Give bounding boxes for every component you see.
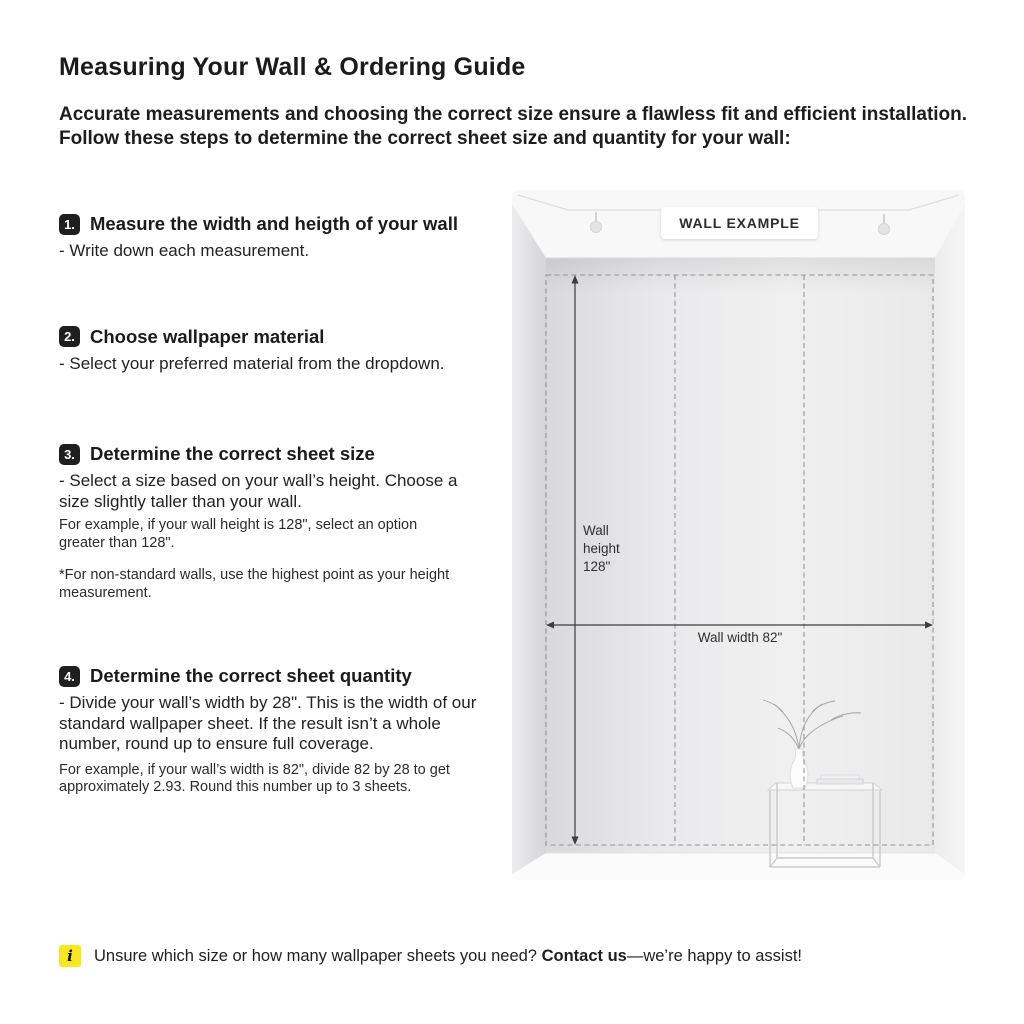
intro-text: Accurate measurements and choosing the correct size ensure a flawless fit and efficient installation. Follow these steps to determine the correct sheet size and quantity for your wall: <box>59 104 968 149</box>
wall-example-badge: WALL EXAMPLE <box>661 207 818 239</box>
wall-width-label: Wall width 82" <box>697 630 783 645</box>
footer-text-before: Unsure which size or how many wallpaper sheets you need? <box>94 947 542 965</box>
step-1-body: - Write down each measurement. <box>59 241 310 260</box>
step-3-body: - Select a size based on your wall’s height. Choose a size slightly taller than your wall. <box>59 471 458 511</box>
step-4 <box>59 665 491 797</box>
step-3-note-nonstandard: *For non-standard walls, use the highest point as your height measurement. <box>59 567 450 601</box>
wall-example-figure <box>512 190 965 880</box>
right-wall <box>935 204 965 874</box>
step-3-note-example: For example, if your wall height is 128", select an option greater than 128". <box>59 517 418 551</box>
page-title: Measuring Your Wall & Ordering Guide <box>59 53 526 81</box>
step-2-head <box>59 326 491 348</box>
step-1-number-badge: 1. <box>59 214 80 235</box>
floor <box>512 853 965 880</box>
step-3 <box>59 443 491 602</box>
svg-text:height: height <box>583 541 620 556</box>
step-2-number-badge: 2. <box>59 326 80 347</box>
books <box>817 775 863 784</box>
footer-text-after: —we’re happy to assist! <box>626 947 803 965</box>
svg-text:128": 128" <box>583 559 611 574</box>
step-4-heading: Determine the correct sheet quantity <box>90 665 412 686</box>
step-4-head <box>59 665 491 687</box>
footer-text <box>94 944 802 968</box>
step-2-heading: Choose wallpaper material <box>90 325 325 347</box>
wall-top-shadow <box>546 258 935 292</box>
step-3-number-badge: 3. <box>59 444 80 465</box>
info-icon: i <box>59 945 81 967</box>
room-illustration <box>512 190 965 880</box>
step-3-head <box>59 443 491 465</box>
svg-text:Wall: Wall <box>583 523 609 538</box>
left-wall <box>512 204 546 874</box>
step-4-body: - Divide your wall’s width by 28". This is the width of our standard wallpaper sheet. If the result isn’t a whole number, round up to ensure full coverage. <box>59 693 477 753</box>
contact-us-link[interactable]: Contact us <box>541 947 627 965</box>
step-4-number-badge: 4. <box>59 666 80 687</box>
step-1-heading: Measure the width and heigth of your wall <box>90 213 458 234</box>
step-4-note-example: For example, if your wall’s width is 82", divide 82 by 28 to get approximately 2.93. Round this number up to 3 sheets. <box>59 761 450 795</box>
step-2-body: - Select your preferred material from the dropdown. <box>59 353 445 373</box>
step-2 <box>59 326 491 375</box>
footer-help-row <box>59 944 802 968</box>
steps-list <box>59 213 491 797</box>
step-1-head <box>59 213 491 235</box>
step-3-heading: Determine the correct sheet size <box>90 443 375 464</box>
step-1 <box>59 213 491 262</box>
